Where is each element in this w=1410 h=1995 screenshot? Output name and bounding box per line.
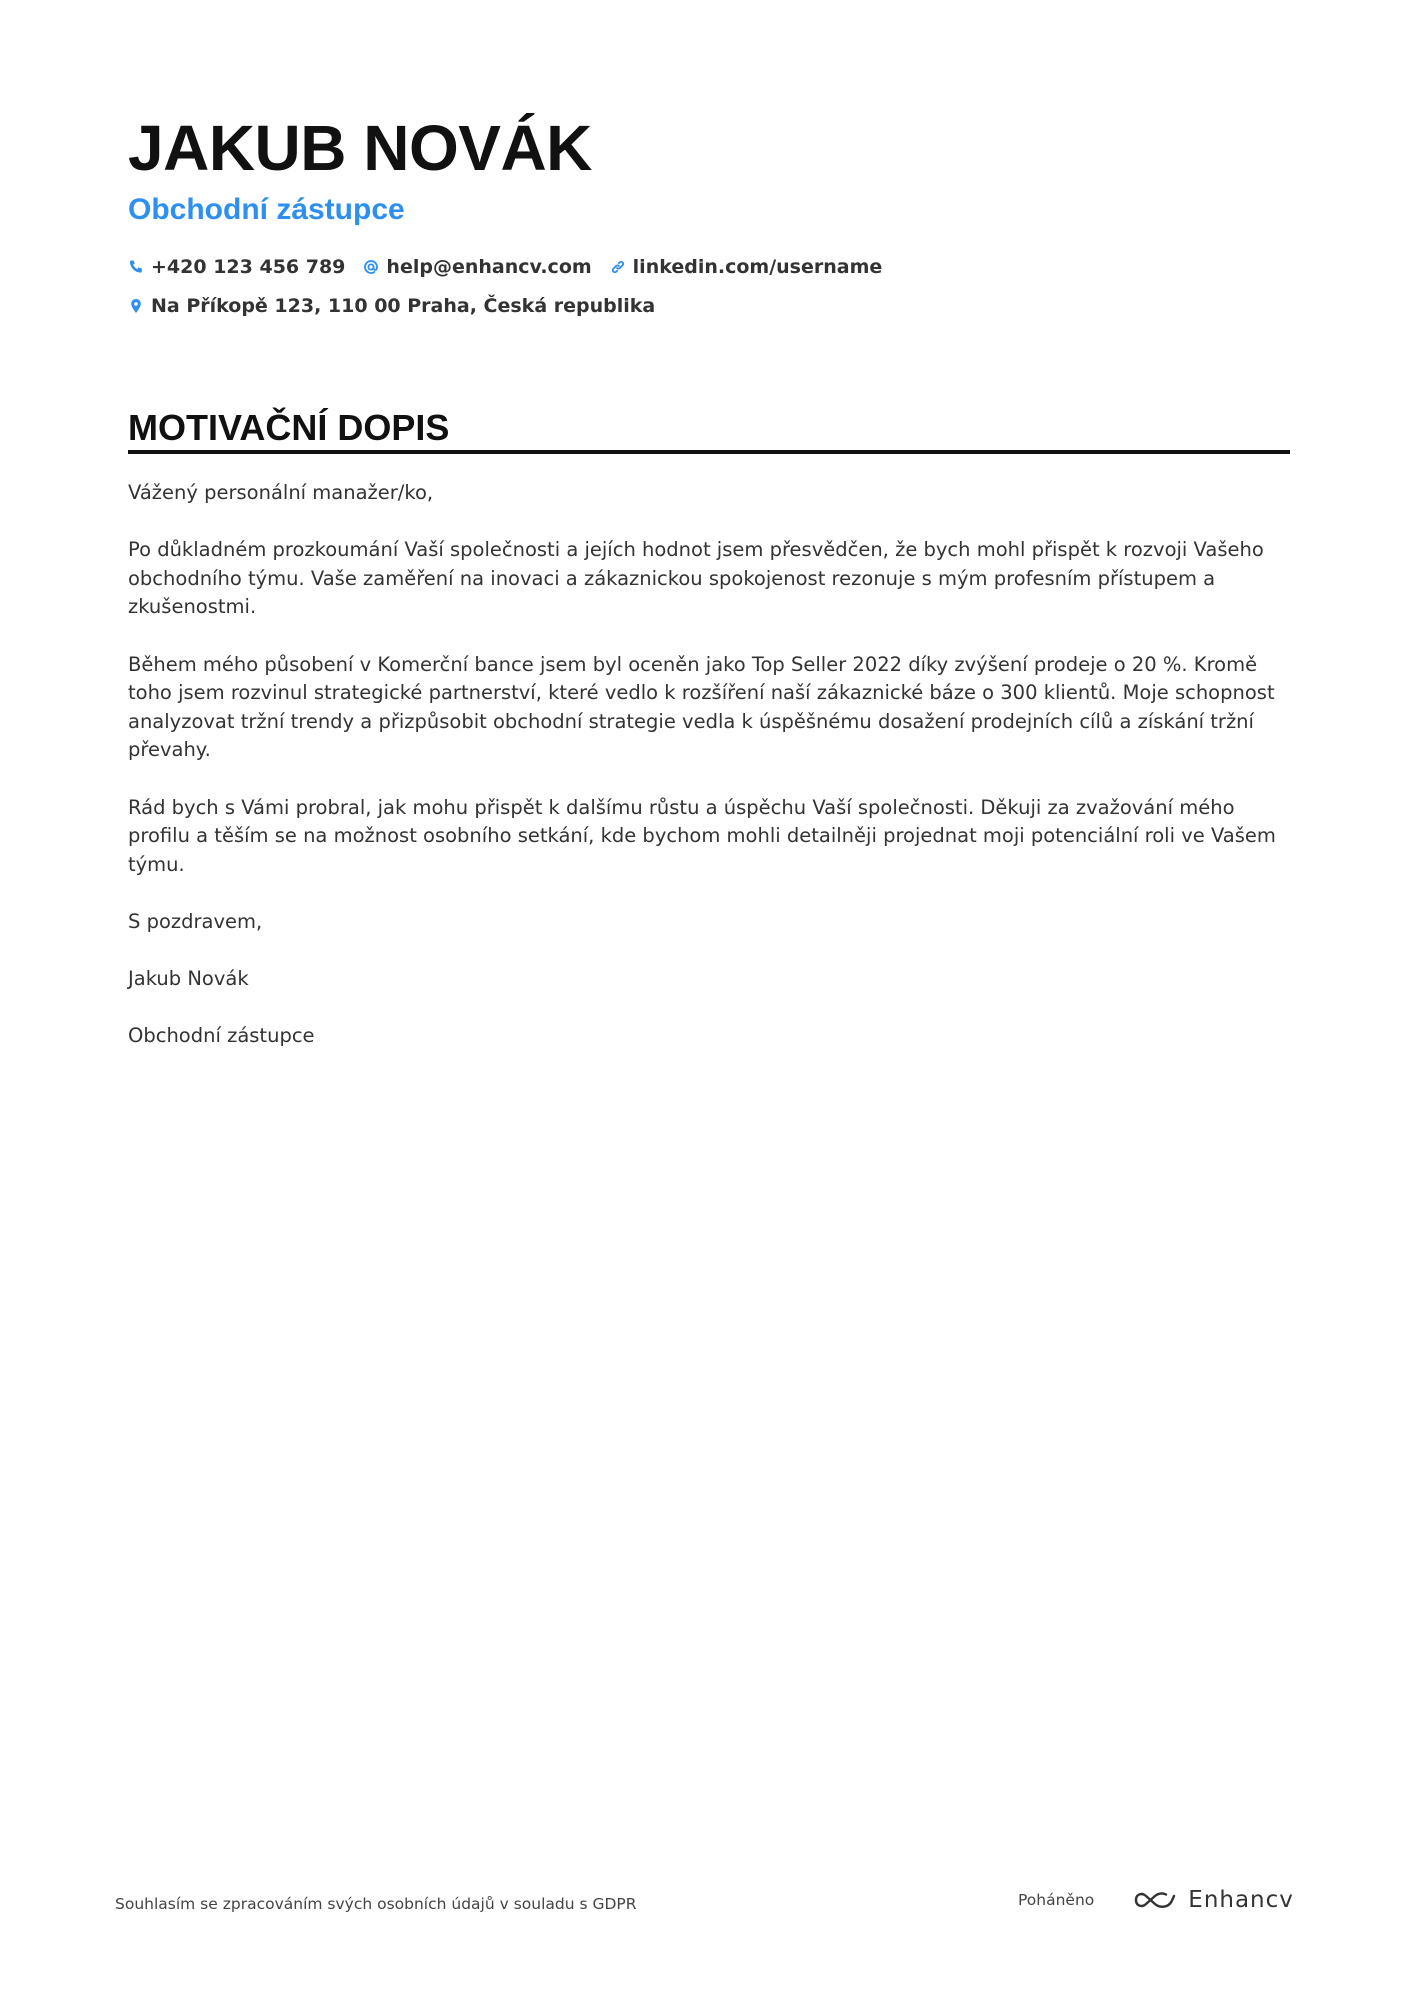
footer-brand[interactable] (1018, 1886, 1294, 1914)
phone-icon (128, 259, 144, 275)
letter-salutation: Vážený personální manažer/ko, (128, 481, 434, 504)
contact-address (128, 292, 655, 320)
letter-paragraph: Během mého působení v Komerční bance jsem byl oceněn jako Top Seller 2022 díky zvýšení prodeje o 20 %. Kromě toho jsem rozvinul strategické partnerství, které vedlo k rozšíření naší zákaznické báze o 300 klientů. Moje schopnost analyzovat tržní trendy a přizpůsobit obchodní strategie vedla k úspěšnému dosažení prodejních cílů a získání tržní převahy. (128, 652, 1275, 762)
email-address[interactable]: help@enhancv.com (386, 256, 592, 278)
at-icon (363, 259, 379, 275)
powered-by-label: Poháněno (1018, 1891, 1095, 1909)
link-icon (610, 259, 626, 275)
phone-number: +420 123 456 789 (151, 256, 346, 278)
enhancv-logo-icon (1132, 1887, 1178, 1913)
candidate-name: JAKUB NOVÁK (128, 112, 592, 184)
brand-logo[interactable] (1132, 1886, 1294, 1914)
letter-paragraph: Rád bych s Vámi probral, jak mohu přispět k dalšímu růstu a úspěchu Vaší společnosti. Děkuji za zvažování mého profilu a těším se na možnost osobního setkání, kde bychom mohli detailněji projednat moji potenciální roli ve Vašem týmu. (128, 795, 1276, 876)
brand-name: Enhancv (1188, 1887, 1294, 1913)
letter-closing: S pozdravem, (128, 909, 263, 933)
address-text: Na Příkopě 123, 110 00 Praha, Česká republika (151, 295, 656, 317)
candidate-role: Obchodní zástupce (128, 193, 405, 226)
signature-name: Jakub Novák (128, 967, 249, 991)
location-pin-icon (128, 298, 144, 314)
contact-phone (128, 253, 345, 281)
letter-body (128, 479, 1290, 1079)
contact-row-address (128, 292, 673, 320)
section-title: MOTIVAČNÍ DOPIS (128, 407, 450, 448)
contact-email[interactable] (363, 253, 591, 281)
linkedin-url[interactable]: linkedin.com/username (632, 256, 883, 278)
letter-paragraph: Po důkladném prozkoumání Vaší společnosti a jejích hodnot jsem přesvědčen, že bych mohl přispět k rozvoji Vašeho obchodního týmu. Vaše zaměření na inovaci a zákaznickou spokojenost rezonuje s mým profesním přístupem a zkušenostmi. (128, 538, 1264, 619)
contact-row (128, 253, 900, 281)
contact-linkedin[interactable] (610, 253, 883, 281)
signature-role: Obchodní zástupce (128, 1024, 315, 1048)
gdpr-consent: Souhlasím se zpracováním svých osobních údajů v souladu s GDPR (115, 1895, 637, 1913)
section-divider (128, 450, 1290, 454)
